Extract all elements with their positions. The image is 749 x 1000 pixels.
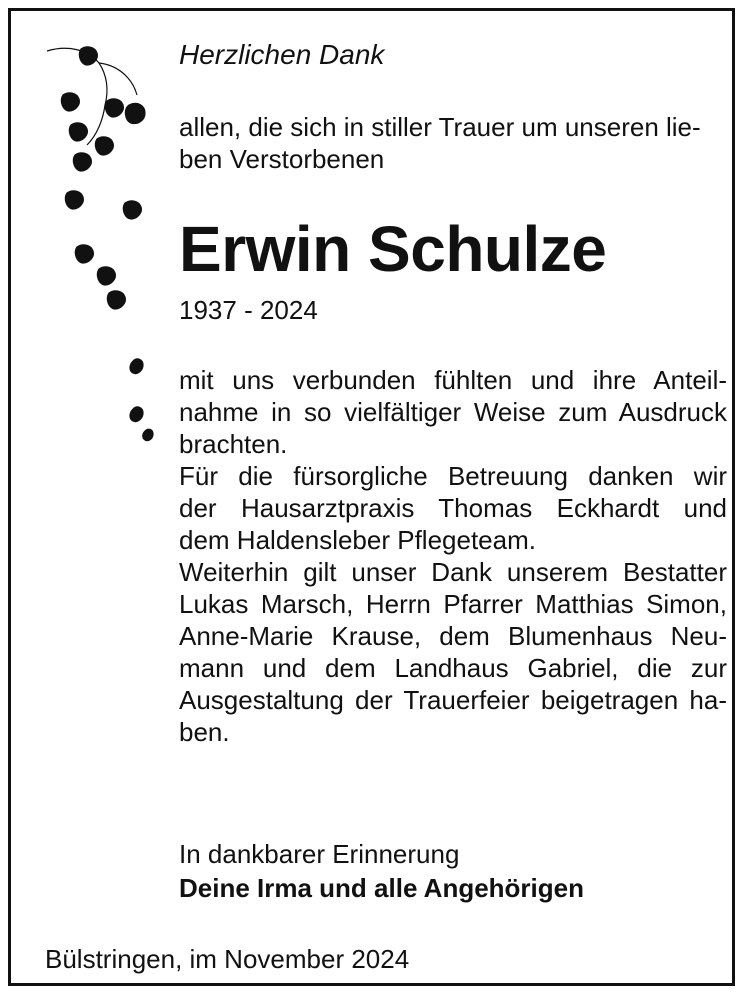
body-line: dem Haldensleber Pflegeteam.	[179, 525, 536, 555]
body-line: Ausgestaltung der Trauerfeier beigetragen ha-	[179, 685, 727, 715]
intro-line: ben Verstorbenen	[179, 144, 385, 174]
place-date: Bülstringen, im November 2024	[45, 944, 410, 974]
intro-line: allen, die sich in stiller Trauer um unseren lie-	[179, 112, 701, 142]
obituary-notice	[8, 8, 735, 986]
intro-text	[179, 111, 701, 175]
signature: Deine Irma und alle Angehörigen	[179, 873, 584, 903]
body-line: mann und dem Landhaus Gabriel, die zur	[179, 653, 727, 683]
body-line: Weiterhin gilt unser Dank unserem Bestatter	[179, 557, 727, 587]
deceased-name: Erwin Schulze	[179, 213, 607, 285]
body-line: Für die fürsorgliche Betreuung danken wir	[179, 461, 727, 491]
life-years: 1937 - 2024	[179, 295, 318, 325]
falling-leaves-icon	[37, 35, 177, 455]
thanks-body	[179, 364, 727, 748]
body-line: brachten.	[179, 429, 288, 459]
body-line: Anne-Marie Krause, dem Blumenhaus Neu-	[179, 621, 727, 651]
body-line: ben.	[179, 717, 230, 747]
closing-text: In dankbarer Erinnerung	[179, 839, 460, 869]
body-line: nahme in so vielfältiger Weise zum Ausdruck	[179, 397, 727, 427]
body-line: mit uns verbunden fühlten und ihre Anteil-	[179, 365, 727, 395]
body-line: Lukas Marsch, Herrn Pfarrer Matthias Simon,	[179, 589, 727, 619]
thanks-heading: Herzlichen Dank	[179, 39, 385, 70]
body-line: der Hausarztpraxis Thomas Eckhardt und	[179, 493, 727, 523]
